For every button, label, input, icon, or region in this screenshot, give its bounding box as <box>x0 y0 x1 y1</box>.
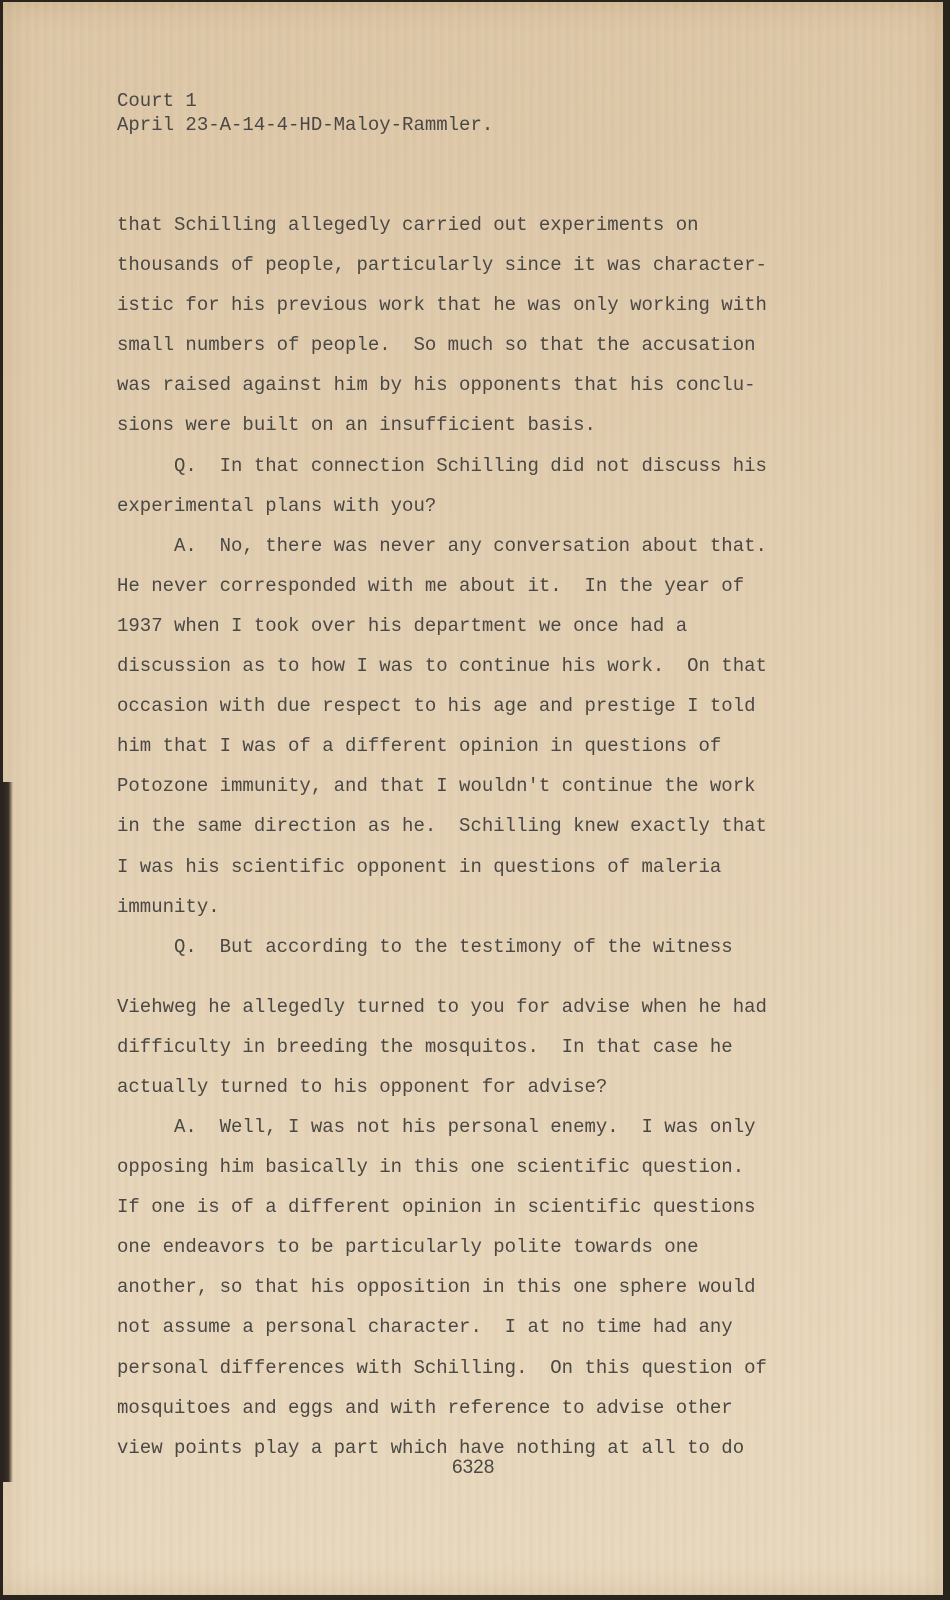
binding-edge <box>3 782 13 1482</box>
transcript-line: opposing him basically in this one scientific question. <box>117 1156 745 1179</box>
transcript-line: actually turned to his opponent for advise? <box>117 1075 608 1098</box>
document-header <box>117 89 493 137</box>
transcript-line: him that I was of a different opinion in questions of <box>117 735 722 758</box>
transcript-line: 1937 when I took over his department we once had a <box>117 614 688 637</box>
transcript-line: difficulty in breeding the mosquitos. In that case he <box>117 1035 733 1058</box>
transcript-line: that Schilling allegedly carried out experiments on <box>117 214 699 236</box>
answer-line: A. Well, I was not his personal enemy. I was only <box>117 1115 756 1138</box>
transcript-line: occasion with due respect to his age and prestige I told <box>117 695 756 718</box>
transcript-line: personal differences with Schilling. On this question of <box>117 1356 767 1379</box>
transcript-line: immunity. <box>117 895 220 918</box>
transcript-line: another, so that his opposition in this one sphere would <box>117 1276 756 1299</box>
page-number: 6328 <box>452 1457 495 1478</box>
transcript-line: experimental plans with you? <box>117 494 437 517</box>
transcript-line: I was his scientific opponent in questions of maleria <box>117 855 722 878</box>
transcript-line: istic for his previous work that he was only working with <box>117 294 767 317</box>
transcript-line: in the same direction as he. Schilling knew exactly that <box>117 815 767 838</box>
reference-line: April 23-A-14-4-HD-Maloy-Rammler. <box>117 114 494 136</box>
transcript-line: small numbers of people. So much so that the accusation <box>117 334 756 357</box>
transcript-line: not assume a personal character. I at no time had any <box>117 1316 733 1339</box>
transcript-line: mosquitoes and eggs and with reference to advise other <box>117 1396 733 1419</box>
court-line: Court 1 <box>117 90 197 112</box>
question-line: Q. In that connection Schilling did not discuss his <box>117 454 767 477</box>
transcript-line: was raised against him by his opponents that his conclu- <box>117 374 756 397</box>
answer-line: A. No, there was never any conversation about that. <box>117 534 767 557</box>
transcript-line: one endeavors to be particularly polite towards one <box>117 1236 699 1259</box>
transcript-line: If one is of a different opinion in scientific questions <box>117 1196 756 1219</box>
document-page <box>3 2 943 1595</box>
question-line: Q. But according to the testimony of the witness <box>117 935 733 958</box>
transcript-line: Viehweg he allegedly turned to you for advise when he had <box>117 995 767 1018</box>
transcript-line: thousands of people, particularly since it was character- <box>117 254 767 277</box>
transcript-line: sions were built on an insufficient basis. <box>117 414 596 437</box>
transcript-line: discussion as to how I was to continue his work. On that <box>117 655 767 678</box>
transcript-line: view points play a part which have nothing at all to do <box>117 1436 745 1459</box>
transcript-line: He never corresponded with me about it. In the year of <box>117 574 745 597</box>
transcript-body <box>117 210 917 1473</box>
transcript-line: Potozone immunity, and that I wouldn't continue the work <box>117 775 756 798</box>
